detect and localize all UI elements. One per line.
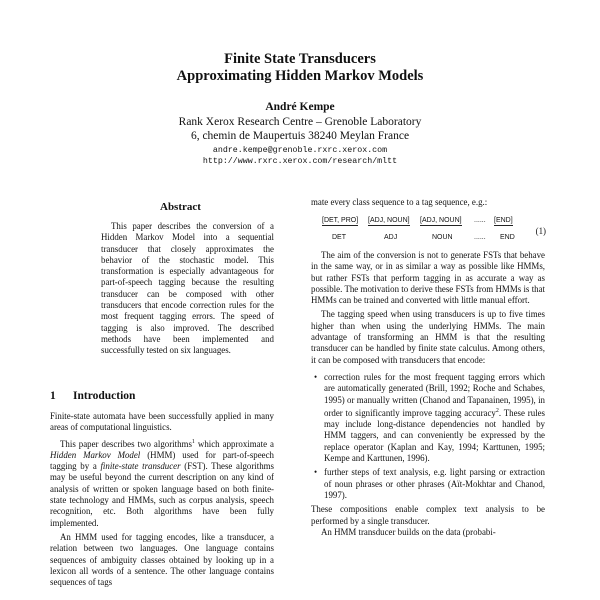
abstract-heading: Abstract bbox=[160, 201, 201, 213]
intro-p2-emphasis-hmm: Hidden Markov Model bbox=[50, 449, 141, 460]
eq-ellipsis: ...... bbox=[474, 234, 486, 241]
bullet-1-text-a: correction rules for the most frequent tagging errors which are automatically generated (Brill, 1992; Roche and Schabes, 1995) or manually written (Chanod and Tapanainen, 1995), in order to significantly improve tagging accuracy bbox=[324, 371, 545, 418]
equation-number: (1) bbox=[535, 226, 546, 236]
eq-tag: END bbox=[500, 234, 515, 241]
abstract-paragraph: This paper describes the conversion of a Hidden Markov Model into a sequential transducer that closely approximates the behavior of the stochastic model. This transformation is especially advantageous for part-of-speech tagging because the resulting transducer can be composed with other transducers that encode correction rules for the most frequent tagging errors. The speed of tagging is also improved. The described methods have been implemented and successfully tested on six languages. bbox=[101, 221, 274, 356]
intro-p2-text-b: which approximate a bbox=[194, 438, 274, 449]
footnote-marker: 1 bbox=[191, 438, 195, 445]
right-column-top-line: mate every class sequence to a tag sequence, e.g.: bbox=[311, 197, 488, 207]
eq-class-token: [END] bbox=[494, 217, 513, 224]
author-name: André Kempe bbox=[265, 101, 335, 113]
section-heading-introduction bbox=[50, 390, 135, 402]
bullet-list bbox=[311, 372, 545, 501]
right-paragraph-3: These compositions enable complex text analysis to be performed by a single transducer. bbox=[311, 504, 545, 526]
paper-title-line1: Finite State Transducers bbox=[224, 51, 376, 67]
author-affiliation: Rank Xerox Research Centre – Grenoble Laboratory bbox=[178, 116, 422, 128]
right-paragraph-2: The tagging speed when using transducers is up to five times higher than when using the underlying HMMs. The main advantage of transforming an HMM is that the resulting transducer can be handled by finite state calculus. Among others, it can be composed with transducers that encode: bbox=[311, 309, 545, 365]
intro-p2-emphasis-fst: finite-state transducer bbox=[100, 461, 181, 472]
introduction-body bbox=[50, 411, 274, 591]
intro-p2-text-c: (HMM) used for part-of-speech tagging by a bbox=[50, 449, 274, 472]
eq-ellipsis: ...... bbox=[474, 217, 486, 224]
abstract-body bbox=[101, 221, 274, 357]
list-item bbox=[311, 467, 545, 501]
intro-paragraph-2 bbox=[50, 437, 274, 529]
eq-class-token: [ADJ, NOUN] bbox=[420, 217, 462, 224]
right-column-body bbox=[311, 250, 545, 538]
eq-tag: NOUN bbox=[432, 234, 453, 241]
right-paragraph-4: An HMM transducer builds on the data (probabi- bbox=[321, 526, 496, 537]
eq-class-token: [ADJ, NOUN] bbox=[368, 217, 410, 224]
eq-tag: DET bbox=[332, 234, 346, 241]
bullet-2-text: further steps of text analysis, e.g. light parsing or extraction of noun phrases or other phrases (Aït-Mokhtar and Chanod, 1997). bbox=[324, 467, 545, 500]
equation-1 bbox=[322, 216, 548, 246]
section-title: Introduction bbox=[73, 390, 136, 402]
footnote-marker: 2 bbox=[495, 407, 499, 414]
intro-paragraph-3: An HMM used for tagging encodes, like a transducer, a relation between two languages. One language contains sequences of ambiguity classes obtained by looking up in a lexicon all words of a sentence. The other language contains sequences of tags bbox=[50, 531, 274, 588]
paper-title-line2: Approximating Hidden Markov Models bbox=[176, 68, 424, 84]
intro-p2-text-a: This paper describes two algorithms bbox=[60, 438, 192, 449]
right-paragraph-1: The aim of the conversion is not to generate FSTs that behave in the same way, or in as similar a way as possible like HMMs, but rather FSTs that perform tagging in as accurate a way as possible. The motivation to derive these FSTs from HMMs is that HMMs can be trained and converted with little manual effort. bbox=[311, 250, 545, 306]
author-url: http://www.rxrc.xerox.com/research/mltt bbox=[202, 157, 398, 166]
bullet-icon: • bbox=[314, 371, 318, 382]
list-item bbox=[311, 372, 545, 464]
section-number: 1 bbox=[50, 390, 56, 402]
intro-paragraph-1: Finite-state automata have been successfully applied in many areas of computational linguistics. bbox=[50, 411, 274, 433]
eq-class-token: [DET, PRO] bbox=[322, 217, 359, 224]
eq-tag: ADJ bbox=[384, 234, 398, 241]
bullet-1-text-b: . These rules may include long-distance dependencies not handled by HMM taggers, and can conveniently be expressed by the replace operator (Kaplan and Kay, 1994; Karttunen, 1995; Kempe and Karttunen, 1996). bbox=[324, 407, 545, 464]
intro-p2-text-d: (FST). These algorithms may be useful beyond the current description on any kind of analysis of written or spoken language based on both finite-state technology and HMMs, such as corpus analysis, speech recognition, etc. Both algorithms have been fully implemented. bbox=[50, 461, 274, 528]
author-email: andre.kempe@grenoble.rxrc.xerox.com bbox=[212, 146, 388, 155]
author-address: 6, chemin de Maupertuis 38240 Meylan France bbox=[190, 130, 410, 142]
bullet-icon: • bbox=[314, 467, 318, 478]
